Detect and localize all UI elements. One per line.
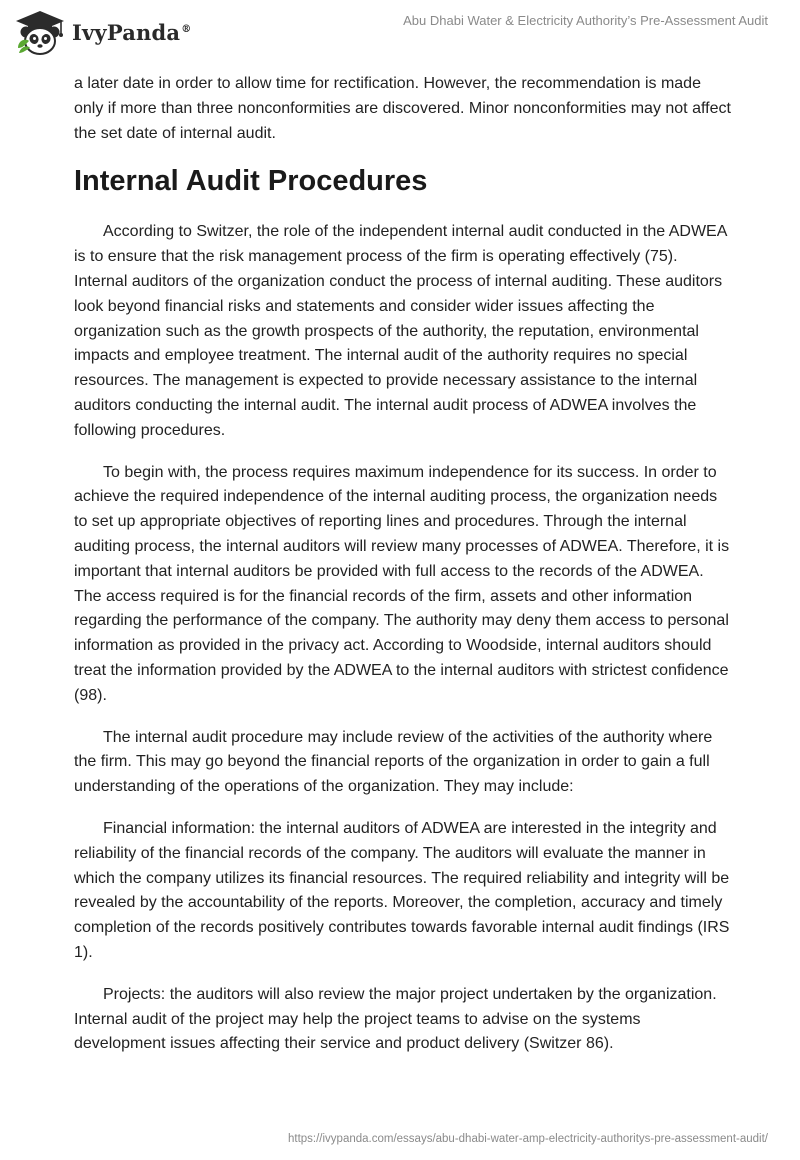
panda-graduate-icon	[14, 8, 66, 56]
body-paragraph: Projects: the auditors will also review the major project undertaken by the organization. Internal audit of the project may help the project teams to advise on the systems development issues affecting their service and product delivery (Switzer 86).	[74, 985, 717, 1053]
logo-wordmark	[72, 20, 191, 45]
essay-content	[74, 72, 734, 1074]
body-paragraph: According to Switzer, the role of the independent internal audit conducted in the ADWEA is to ensure that the risk management process of the firm is operating effectively (75). Internal auditors of the organization conduct the process of internal auditing. These auditors look beyond financial risks and statements and consider wider issues affecting the organization such as the growth prospects of the authority, the reputation, environmental impacts and employee treatment. The internal audit of the authority requires no special resources. The management is expected to provide necessary assistance to the internal auditors conducting the internal audit. The internal audit process of ADWEA involves the following procedures.	[74, 223, 727, 439]
intro-paragraph: a later date in order to allow time for rectification. However, the recommendation is made only if more than three nonconformities are discovered. Minor nonconformities may not affect the set date of internal audit.	[74, 75, 731, 142]
body-paragraph: Financial information: the internal auditors of ADWEA are interested in the integrity and reliability of the financial records of the company. The auditors will evaluate the manner in which the company utilizes its financial resources. The required reliability and integrity will be revealed by the accountability of the reports. Moreover, the completion, accuracy and timely completion of the records positively contributes towards favorable internal audit findings (IRS 1).	[74, 819, 730, 961]
document-title: Abu Dhabi Water & Electricity Authority’s Pre-Assessment Audit	[403, 13, 768, 28]
section-heading: Internal Audit Procedures	[74, 165, 428, 198]
logo-text: IvyPanda	[72, 19, 181, 45]
body-paragraph: To begin with, the process requires maximum independence for its success. In order to achieve the required independence of the internal auditing process, the organization needs to set up appropriate objectives of reporting lines and procedures. Through the internal auditing process, the internal auditors will review many processes of ADWEA. Therefore, it is important that internal auditors be provided with full access to the records of the ADWEA. The access required is for the financial records of the firm, assets and other information regarding the performance of the company. The authority may deny them access to personal information as provided in the privacy act. According to Woodside, internal auditors should treat the information provided by the ADWEA to the internal auditors with strictest confidence (98).	[74, 463, 730, 704]
source-url[interactable]: https://ivypanda.com/essays/abu-dhabi-water-amp-electricity-authoritys-pre-assessment-audit/	[287, 1133, 768, 1145]
ivypanda-logo[interactable]	[14, 8, 191, 56]
registered-mark: ®	[181, 23, 192, 35]
page-header	[0, 0, 800, 64]
body-paragraph: The internal audit procedure may include review of the activities of the authority where the firm. This may go beyond the financial reports of the organization in order to gain a full understanding of the operations of the organization. They may include:	[74, 728, 713, 796]
